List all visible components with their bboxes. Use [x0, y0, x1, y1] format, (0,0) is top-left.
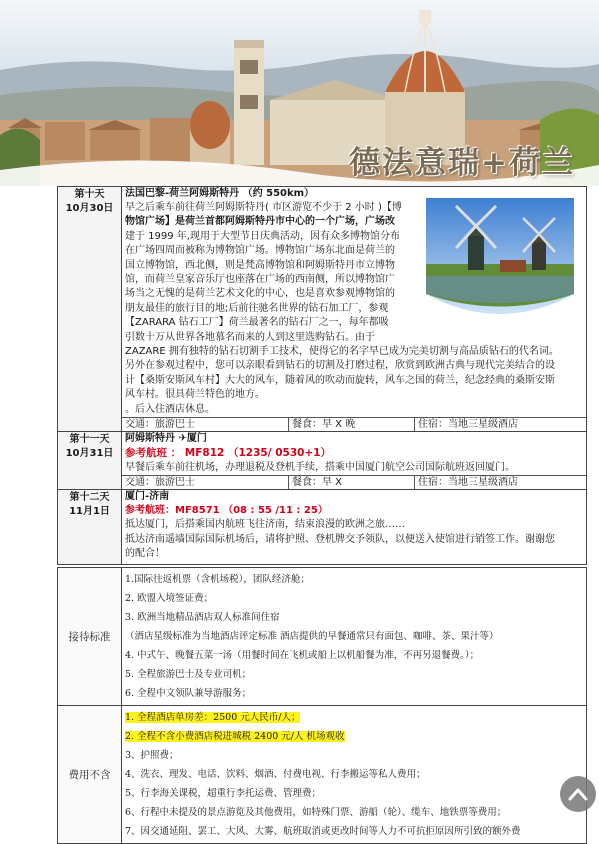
flight-info: 参考航班 ： MF812 （1235/ 0530+1） [125, 447, 332, 460]
included-list [122, 568, 586, 705]
itinerary-day-12 [58, 490, 586, 564]
included-item: 5. 全程旅游巴士及专业司机； [125, 669, 252, 680]
excluded-item: 3、护照费； [125, 750, 179, 761]
transport-info: 交通：旅游巴士 [122, 418, 289, 431]
description-line: 场当之无愧的是荷兰艺术文化的中心，也是喜欢参观博物馆的 [125, 288, 395, 300]
day-info-bar [122, 475, 586, 489]
day-label: 第十二天 [69, 491, 110, 503]
excluded-item: 5、行李海关课税，超重行李托运费、管理费； [125, 788, 322, 799]
description-line: 物馆广场】是荷兰首都阿姆斯特丹市中心的一个广场，广场改 [125, 216, 395, 228]
included-row [58, 568, 586, 706]
route-title: 法国巴黎-荷兰阿姆斯特丹 （约 550km） [125, 188, 315, 199]
meals-info: 餐食：早 X 晚 [289, 418, 415, 431]
description-line: 风车村。很具荷兰特色的地方。 [125, 389, 265, 401]
excluded-item-highlight: 1. 全程酒店单房差：2500 元人民币/人； [125, 712, 301, 723]
excluded-row [58, 706, 586, 843]
day-cell [58, 432, 122, 489]
description-line: ZAZARE 拥有独特的钻石切割手工技术，使得它的名字早已成为完美切割与高品质钻石的代名词。 [125, 346, 559, 358]
included-item: 6. 全程中文领队兼导游服务； [125, 688, 252, 699]
included-item: 1.国际往返机票（含机场税），团队经济舱； [125, 574, 310, 585]
itinerary-table [57, 186, 587, 565]
excluded-label: 费用不含 [58, 706, 122, 843]
description-line: 计【桑斯安斯风车村】大大的风车，随着风的吹动而旋转，风车之国的荷兰，纪念经典的桑斯安斯 [125, 374, 555, 386]
included-label: 接待标准 [58, 568, 122, 705]
day-label: 第十一天 [69, 434, 110, 446]
description-line: 抵达济南遥墙国际国际机场后，请将护照、登机牌交予领队，以便送入使馆进行销签工作。谢谢您 [125, 533, 555, 545]
description-line: 馆，而荷兰皇家音乐厅也座落在广场的西南侧，所以博物馆广 [125, 274, 395, 286]
day-date: 10月30日 [65, 203, 114, 214]
header-banner [0, 0, 599, 186]
day-date: 10月31日 [65, 448, 114, 460]
scroll-to-top-button[interactable] [560, 776, 596, 812]
day-date: 11月1日 [69, 505, 110, 517]
day-label: 第十天 [74, 189, 105, 200]
itinerary-day-10 [58, 187, 586, 432]
route-title: 阿姆斯特丹 ✈厦门 [125, 433, 207, 445]
description-line: 【ZARARA 钻石工厂】荷兰最著名的钻石厂之一，每年都吸 [125, 317, 389, 329]
description-line: 早之后乘车前往荷兰阿姆斯特丹( 市区游览不少于 2 小时 )【博 [125, 202, 402, 213]
day-content [122, 432, 586, 489]
flight-info: 参考航班：MF8571 （08 : 55 /11 : 25） [125, 504, 328, 516]
windmill-photo [420, 194, 580, 344]
description-line: 在广场四周而被称为博物馆广场。博物馆广场东北面是荷兰的 [125, 245, 395, 257]
route-title: 厦门-济南 [125, 490, 170, 502]
description-line: 早餐后乘车前往机场，办理退税及登机手续，搭乘中国厦门航空公司国际航班返回厦门。 [125, 461, 515, 473]
itinerary-day-11 [58, 432, 586, 490]
excluded-item: 4、洗衣、理发、电话、饮料、烟酒、付费电视、行李搬运等私人费用； [125, 769, 426, 780]
description-line: 国立博物馆，西北侧，则是梵高博物馆和阿姆斯特丹市立博物 [125, 259, 395, 271]
chevron-up-icon [568, 787, 588, 801]
day-content [122, 187, 586, 431]
included-item: 4. 中式午、晚餐五菜一汤（用餐时间在飞机或船上以机船餐为准，不再另退餐费。）； [125, 650, 480, 661]
included-item: 2. 欧盟入境签证费； [125, 593, 214, 604]
excluded-item: 6、行程中未提及的景点游览及其他费用，如特殊门票、游船（轮）、缆车、地铁票等费用； [125, 807, 507, 818]
day-content [122, 490, 586, 564]
excluded-item-highlight: 2. 全程不含小费酒店税进城税 2400 元/人 机场观收 [125, 731, 345, 742]
included-item: 3. 欧洲当地精品酒店双人标准间住宿 [125, 612, 280, 623]
meals-info: 餐食：早 X [289, 476, 415, 489]
excluded-list [122, 706, 586, 843]
excluded-item: 7、因交通延阻、罢工、大风、大雾、航班取消或更改时间等人力不可抗拒原因所引致的额外费 [125, 826, 521, 837]
banner-title: 德法意瑞+荷兰 [349, 145, 575, 181]
hotel-info: 住宿：当地三星级酒店 [418, 419, 518, 431]
terms-table [57, 567, 587, 844]
description-line: 引数十万从世界各地慕名而来的人到这里选购钻石。由于 [125, 331, 375, 343]
hotel-info: 住宿：当地三星级酒店 [418, 476, 518, 488]
description-line: 的配合！ [125, 548, 165, 560]
day-cell [58, 490, 122, 564]
description-line: 朋友最佳的旅行目的地;后前往驰名世界的钻石加工厂，参观 [125, 302, 389, 314]
description-line: 另外在参观过程中，您可以亲眼看到钻石的切割及打磨过程，欣赏到欧洲古典与现代完美结合的设 [125, 360, 555, 372]
description-line: 抵达厦门，后搭乘国内航班飞往济南，结束浪漫的欧洲之旅…… [125, 519, 405, 531]
description-line: 建于 1999 年,现用于大型节日庆典活动，因有众多博物馆分布 [125, 230, 400, 242]
description-line: 。后入住酒店休息。 [125, 403, 215, 415]
day-description [122, 201, 410, 345]
day-info-bar [122, 417, 586, 431]
included-item: （酒店星级标准为当地酒店评定标准 酒店提供的早餐通常只有面包、咖啡、茶、果汁等） [125, 631, 499, 642]
day-cell [58, 187, 122, 431]
transport-info: 交通：旅游巴士 [122, 476, 289, 489]
